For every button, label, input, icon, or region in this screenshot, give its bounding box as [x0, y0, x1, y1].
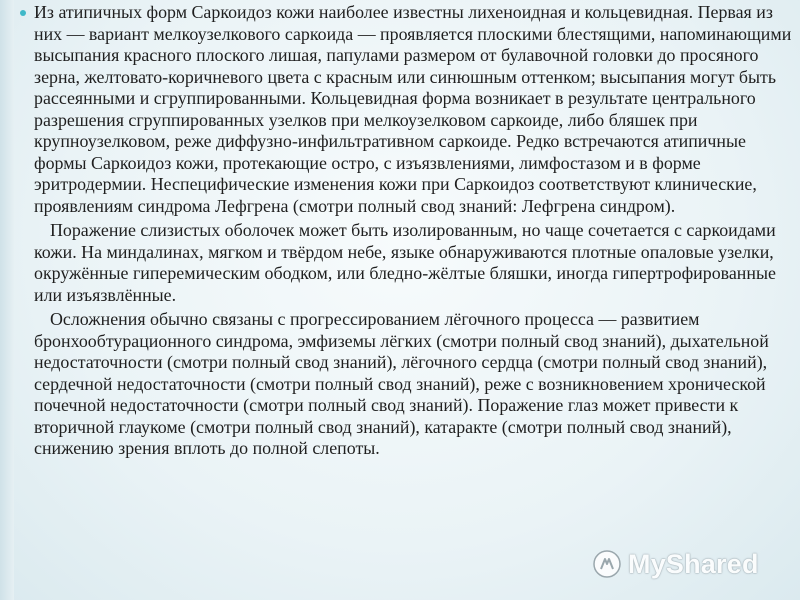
watermark: [592, 549, 759, 579]
paragraph-mucosa: Поражение слизистых оболочек может быть изолированным, но чаще сочетается с саркоидами кожи. На миндалинах, мягком и твёрдом небе, языке обнаруживаются плотные опаловые узелки, окружённые гиперемическим ободком, или бледно-жёлтые бляшки, иногда гипертрофированные или изъязвлённые.: [34, 220, 776, 305]
paragraph-skin-forms: Из атипичных форм Саркоидоз кожи наиболее известны лихеноидная и кольцевидная. Первая из них — вариант мелкоузелкового саркоида — проявляется плоскими блестящими, напоминающими высыпания красного плоского лишая, папулами размером от булавочной головки до просяного зерна, желтовато-коричневого цвета с красным или синюшным оттенком; высыпания могут быть рассеянными и сгруппированными. Кольцевидная форма возникает в результате центрального разрешения сгруппированных узелков при мелкоузелковом саркоиде, либо бляшек при крупноузелковом, реже диффузно-инфильтративном саркоиде. Редко встречаются атипичные формы Саркоидоз кожи, протекающие остро, с изъязвлениями, лимфостазом и в форме эритродермии. Неспецифические изменения кожи при Саркоидоз соответствуют клинические, проявлениям синдрома Лефгрена (смотри полный свод знаний: Лефгрена синдром).: [18, 2, 796, 217]
slide-text-body: [18, 2, 796, 463]
paragraph-complications: Осложнения обычно связаны с прогрессированием лёгочного процесса — развитием бронхообтурационного синдрома, эмфиземы лёгких (смотри полный свод знаний), дыхательной недостаточности (смотри полный свод знаний), лёгочного сердца (смотри полный свод знаний), сердечной недостаточности (смотри полный свод знаний), реже с возникновением хронической почечной недостаточности (смотри полный свод знаний). Поражение глаз может привести к вторичной глаукоме (смотри полный свод знаний), катаракте (смотри полный свод знаний), снижению зрения вплоть до полной слепоты.: [34, 309, 769, 458]
watermark-text: MyShared: [628, 548, 759, 579]
slide-left-border: [0, 0, 14, 600]
myshared-logo-icon: [592, 549, 622, 579]
